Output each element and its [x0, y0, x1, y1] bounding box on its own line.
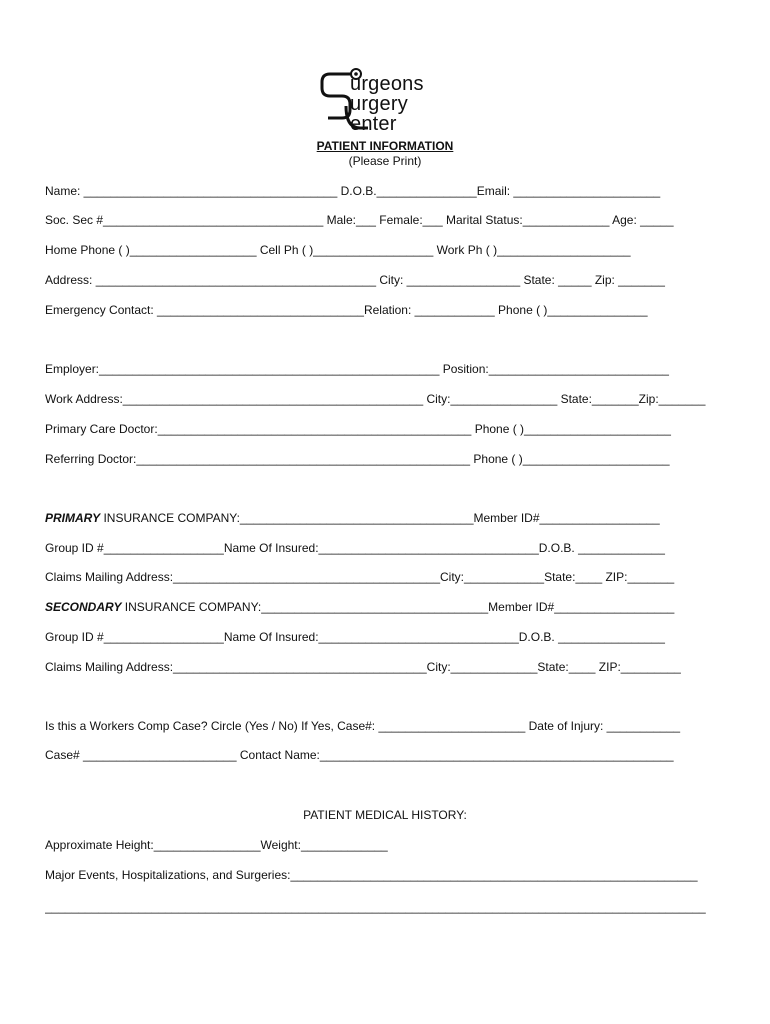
- height-weight-row[interactable]: Approximate Height:________________Weight:_____________: [45, 838, 388, 852]
- ssn-sex-marital-age-row[interactable]: Soc. Sec #_________________________________ Male:___ Female:___ Marital Status:_____________ Age: _____: [45, 213, 674, 227]
- workers-comp-contact-row[interactable]: Case# _______________________ Contact Name:_____________________________________________________: [45, 748, 674, 762]
- medical-history-heading: PATIENT MEDICAL HISTORY:: [303, 808, 467, 822]
- employer-row[interactable]: Employer:___________________________________________________ Position:___________________________: [45, 362, 669, 376]
- work-address-row[interactable]: Work Address:_____________________________________________ City:________________ State:_______Zip:_______: [45, 392, 706, 406]
- primary-care-doctor-row[interactable]: Primary Care Doctor:_______________________________________________ Phone ( )______________________: [45, 422, 671, 436]
- phone-row[interactable]: Home Phone ( )___________________ Cell Ph ( )__________________ Work Ph ( )____________________: [45, 243, 631, 257]
- logo-text-line2: urgery: [350, 93, 408, 115]
- form-title: PATIENT INFORMATION: [316, 139, 454, 153]
- secondary-insurance-fields: INSURANCE COMPANY:__________________________________Member ID#__________________: [121, 600, 675, 614]
- name-dob-email-row[interactable]: Name: ______________________________________ D.O.B._______________Email: ______________________: [45, 184, 661, 198]
- referring-doctor-row[interactable]: Referring Doctor:__________________________________________________ Phone ( )______________________: [45, 452, 670, 466]
- logo-text-line3: enter: [350, 113, 397, 135]
- address-row[interactable]: Address: __________________________________________ City: _________________ State: _____ Zip: _______: [45, 273, 665, 287]
- primary-group-row[interactable]: Group ID #__________________Name Of Insured:_________________________________D.O.B. _____________: [45, 541, 665, 555]
- secondary-label: SECONDARY: [45, 600, 122, 614]
- secondary-insurance-row[interactable]: [45, 600, 735, 616]
- form-subtitle: (Please Print): [348, 154, 422, 168]
- secondary-claims-row[interactable]: Claims Mailing Address:______________________________________City:_____________State:____ ZIP:_________: [45, 660, 681, 674]
- secondary-group-row[interactable]: Group ID #__________________Name Of Insured:______________________________D.O.B. ________________: [45, 630, 665, 644]
- primary-insurance-row[interactable]: [45, 511, 735, 527]
- primary-claims-row[interactable]: Claims Mailing Address:________________________________________City:____________State:____ ZIP:_______: [45, 570, 675, 584]
- primary-insurance-fields: INSURANCE COMPANY:___________________________________Member ID#__________________: [100, 511, 660, 525]
- blank-line-row[interactable]: ___________________________________________________________________________________________________: [45, 900, 706, 914]
- logo-text-line1: urgeons: [350, 73, 424, 95]
- emergency-contact-row[interactable]: Emergency Contact: _______________________________Relation: ____________ Phone ( )_______________: [45, 303, 648, 317]
- workers-comp-row[interactable]: Is this a Workers Comp Case? Circle (Yes / No) If Yes, Case#: ______________________ Date of Injury: ___________: [45, 719, 681, 733]
- primary-label: PRIMARY: [45, 511, 101, 525]
- major-events-row[interactable]: Major Events, Hospitalizations, and Surgeries:_____________________________________________________________: [45, 868, 698, 882]
